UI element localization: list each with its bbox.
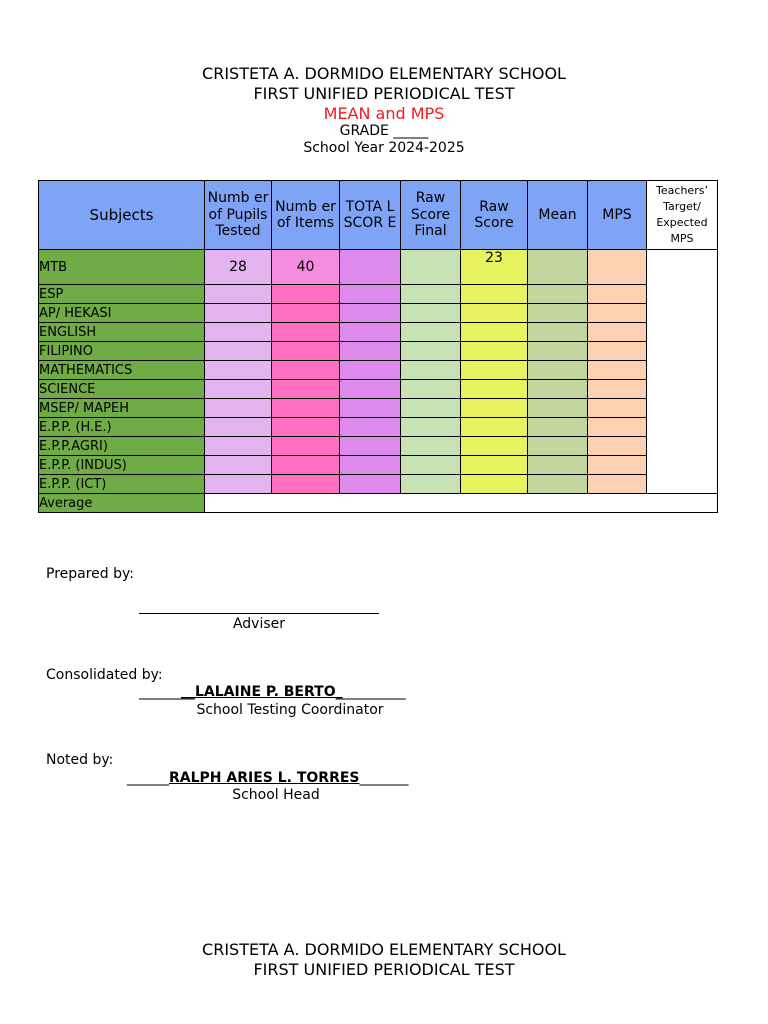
raw-cell[interactable] (461, 399, 528, 418)
header-pupils-tested: Numb er of Pupils Tested (205, 181, 272, 250)
mps-cell[interactable] (588, 456, 647, 475)
pupils-cell[interactable] (205, 361, 272, 380)
table-row (39, 437, 718, 456)
raw-cell[interactable] (461, 475, 528, 494)
raw-cell[interactable] (461, 304, 528, 323)
header-mean: Mean (528, 181, 588, 250)
raw-cell[interactable] (461, 323, 528, 342)
table-row (39, 342, 718, 361)
header-raw-score-final: Raw Score Final (401, 181, 461, 250)
test-title: FIRST UNIFIED PERIODICAL TEST (253, 84, 515, 103)
table-row (39, 456, 718, 475)
subject-cell: MTB (39, 250, 205, 285)
subject-cell: ENGLISH (39, 323, 205, 342)
subject-cell: SCIENCE (39, 380, 205, 399)
school-head-name: RALPH ARIES L. TORRES (169, 770, 360, 786)
raw-final-cell[interactable] (401, 323, 461, 342)
school-name: CRISTETA A. DORMIDO ELEMENTARY SCHOOL (202, 64, 566, 83)
total-cell[interactable] (340, 475, 401, 494)
mean-cell[interactable] (528, 361, 588, 380)
raw-final-cell[interactable] (401, 304, 461, 323)
items-cell[interactable] (272, 437, 340, 456)
raw-final-cell[interactable] (401, 418, 461, 437)
items-cell[interactable] (272, 456, 340, 475)
coordinator-suffix: _________ (342, 684, 406, 700)
report-subtitle: MEAN and MPS (323, 104, 445, 123)
mean-cell[interactable] (528, 250, 588, 285)
mps-cell[interactable] (588, 323, 647, 342)
raw-final-cell[interactable] (401, 250, 461, 285)
pupils-cell[interactable] (205, 418, 272, 437)
pupils-cell[interactable] (205, 285, 272, 304)
subject-cell: ESP (39, 285, 205, 304)
mean-cell[interactable] (528, 304, 588, 323)
items-cell[interactable] (272, 475, 340, 494)
mean-cell[interactable] (528, 342, 588, 361)
items-cell[interactable] (272, 380, 340, 399)
header-subjects: Subjects (39, 181, 205, 250)
raw-cell[interactable] (461, 456, 528, 475)
raw-final-cell[interactable] (401, 285, 461, 304)
subject-cell: E.P.P.AGRI) (39, 437, 205, 456)
mean-cell[interactable] (528, 418, 588, 437)
raw-cell[interactable] (461, 361, 528, 380)
pupils-cell[interactable] (205, 304, 272, 323)
subject-cell: MATHEMATICS (39, 361, 205, 380)
mean-cell[interactable] (528, 323, 588, 342)
raw-final-cell[interactable] (401, 380, 461, 399)
mean-cell[interactable] (528, 437, 588, 456)
mps-cell[interactable] (588, 285, 647, 304)
school-year: School Year 2024-2025 (303, 140, 465, 156)
average-label: Average (39, 494, 205, 513)
subject-cell: FILIPINO (39, 342, 205, 361)
table-row (39, 323, 718, 342)
header-number-of-items: Numb er of Items (272, 181, 340, 250)
items-cell[interactable] (272, 361, 340, 380)
mps-cell[interactable] (588, 250, 647, 285)
total-cell[interactable] (340, 437, 401, 456)
average-value-cell[interactable] (205, 494, 718, 513)
total-cell[interactable] (340, 250, 401, 285)
total-cell[interactable] (340, 361, 401, 380)
pupils-cell[interactable] (205, 380, 272, 399)
mps-table (38, 180, 718, 513)
adviser-role-text: Adviser (232, 616, 286, 632)
footer-school-name: CRISTETA A. DORMIDO ELEMENTARY SCHOOL (202, 940, 566, 959)
header-mps: MPS (588, 181, 647, 250)
mean-cell[interactable] (528, 285, 588, 304)
mps-cell[interactable] (588, 304, 647, 323)
mps-cell[interactable] (588, 380, 647, 399)
prepared-by-label: Prepared by: (46, 566, 134, 582)
mps-cell[interactable] (588, 361, 647, 380)
raw-final-cell[interactable] (401, 342, 461, 361)
mps-cell[interactable] (588, 342, 647, 361)
pupils-cell[interactable] (205, 323, 272, 342)
subject-cell: AP/ HEKASI (39, 304, 205, 323)
raw-final-cell[interactable] (401, 361, 461, 380)
items-cell[interactable] (272, 342, 340, 361)
teachers-target-cell[interactable] (647, 250, 718, 494)
mps-cell[interactable] (588, 399, 647, 418)
total-cell[interactable] (340, 456, 401, 475)
table-row (39, 285, 718, 304)
mean-cell[interactable] (528, 399, 588, 418)
subject-cell: E.P.P. (H.E.) (39, 418, 205, 437)
raw-cell[interactable] (461, 285, 528, 304)
items-cell[interactable] (272, 304, 340, 323)
table-row (39, 399, 718, 418)
table-header-row (39, 181, 718, 250)
items-cell[interactable] (272, 418, 340, 437)
raw-final-cell[interactable] (401, 456, 461, 475)
footer-test-title: FIRST UNIFIED PERIODICAL TEST (253, 960, 515, 979)
mean-cell[interactable] (528, 380, 588, 399)
mps-cell[interactable] (588, 475, 647, 494)
items-cell[interactable]: 40 (272, 250, 340, 285)
items-cell[interactable] (272, 399, 340, 418)
pupils-cell[interactable] (205, 475, 272, 494)
mean-cell[interactable] (528, 456, 588, 475)
raw-final-cell[interactable] (401, 399, 461, 418)
table-row (39, 380, 718, 399)
raw-cell[interactable] (461, 418, 528, 437)
coordinator-name: __LALAINE P. BERTO_ (181, 684, 343, 700)
header-total-score: TOTA L SCOR E (340, 181, 401, 250)
total-cell[interactable] (340, 342, 401, 361)
table-row (39, 361, 718, 380)
mps-cell[interactable] (588, 437, 647, 456)
noted-by-label: Noted by: (46, 752, 114, 768)
subject-cell: MSEP/ MAPEH (39, 399, 205, 418)
adviser-signature-line (139, 613, 379, 614)
school-head-role: School Head (232, 787, 320, 803)
table-row (39, 250, 718, 285)
items-cell[interactable] (272, 285, 340, 304)
table-row (39, 475, 718, 494)
raw-final-cell[interactable] (401, 437, 461, 456)
school-head-prefix: ______ (127, 770, 169, 786)
pupils-cell[interactable] (205, 437, 272, 456)
total-cell[interactable] (340, 418, 401, 437)
total-cell[interactable] (340, 304, 401, 323)
average-row (39, 494, 718, 513)
total-cell[interactable] (340, 323, 401, 342)
total-cell[interactable] (340, 380, 401, 399)
table-row (39, 304, 718, 323)
subject-cell: E.P.P. (ICT) (39, 475, 205, 494)
pupils-cell[interactable] (205, 456, 272, 475)
header-raw-score: Raw Score (461, 181, 528, 250)
subject-cell: E.P.P. (INDUS) (39, 456, 205, 475)
raw-cell[interactable] (461, 342, 528, 361)
mps-cell[interactable] (588, 418, 647, 437)
coordinator-prefix: ______ (139, 684, 181, 700)
items-cell[interactable] (272, 323, 340, 342)
raw-final-cell[interactable] (401, 475, 461, 494)
school-head-signature (127, 770, 409, 786)
header-teachers-target: Teachers’ Target/ Expected MPS (647, 181, 718, 250)
raw-cell[interactable] (461, 437, 528, 456)
mean-cell[interactable] (528, 475, 588, 494)
coordinator-signature (139, 684, 406, 700)
consolidated-by-label: Consolidated by: (46, 667, 163, 683)
raw-cell[interactable] (461, 380, 528, 399)
raw-cell[interactable]: 23 (461, 250, 528, 285)
grade-label: GRADE _____ (339, 123, 429, 139)
total-cell[interactable] (340, 285, 401, 304)
adviser-role (139, 616, 429, 632)
total-cell[interactable] (340, 399, 401, 418)
coordinator-role: School Testing Coordinator (196, 702, 384, 718)
table-row (39, 418, 718, 437)
pupils-cell[interactable]: 28 (205, 250, 272, 285)
pupils-cell[interactable] (205, 342, 272, 361)
school-head-suffix: _______ (359, 770, 409, 786)
pupils-cell[interactable] (205, 399, 272, 418)
